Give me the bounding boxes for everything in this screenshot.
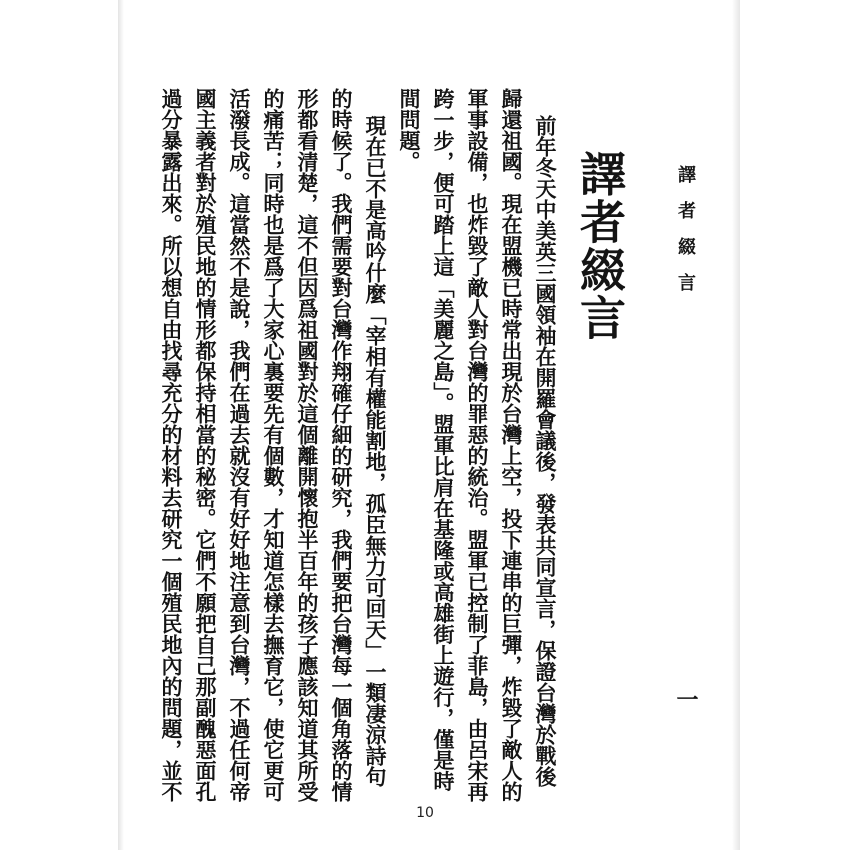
text-line: 的痛苦；同時也是爲了大家心裏要先有個數，才知道怎樣去撫育它，使它更可 — [261, 88, 286, 802]
text-line: 形都看清楚，這不但因爲祖國對於這個離開懷抱半百年的孩子應該知道其所受 — [295, 88, 320, 802]
text-line: 軍事設備，也炸毀了敵人對台灣的罪惡的統治。盟軍已控制了菲島，由呂宋再 — [465, 88, 490, 802]
text-line: 國主義者對於殖民地的情形都保持相當的秘密。它們不願把自己那副醜惡面孔 — [193, 88, 218, 802]
text-line: 前年冬天中美英三國領袖在開羅會議後，發表共同宣言，保證台灣於戰後 — [533, 115, 558, 788]
running-header: 譯者綴言 — [675, 165, 696, 309]
page-edge-left — [118, 0, 124, 850]
text-line: 歸還祖國。現在盟機已時常出現於台灣上空，投下連串的巨彈，炸毀了敵人的 — [499, 88, 524, 802]
text-line: 過分暴露出來。所以想自由找尋充分的材料去研究一個殖民地內的問題，並不 — [159, 88, 184, 802]
page-marker: 一 — [673, 688, 699, 710]
text-line: 活潑長成。這當然不是說，我們在過去就沒有好好地注意到台灣，不過任何帝 — [227, 88, 252, 802]
text-line: 的時候了。我們需要對台灣作翔確仔細的研究，我們要把台灣每一個角落的情 — [329, 88, 354, 802]
text-line: 間問題。 — [397, 88, 422, 172]
text-line: 現在已不是高吟什麼「宰相有權能割地，孤臣無力可回天」一類凄涼詩句 — [363, 115, 388, 788]
page-title: 譯者綴言 — [573, 150, 627, 342]
body-text — [154, 88, 562, 802]
page-edge-right — [732, 0, 740, 850]
page-number: 10 — [416, 805, 434, 821]
text-line: 跨一步，便可踏上這「美麗之島」。盟軍比肩在基隆或高雄街上遊行，僅是時 — [431, 88, 456, 792]
